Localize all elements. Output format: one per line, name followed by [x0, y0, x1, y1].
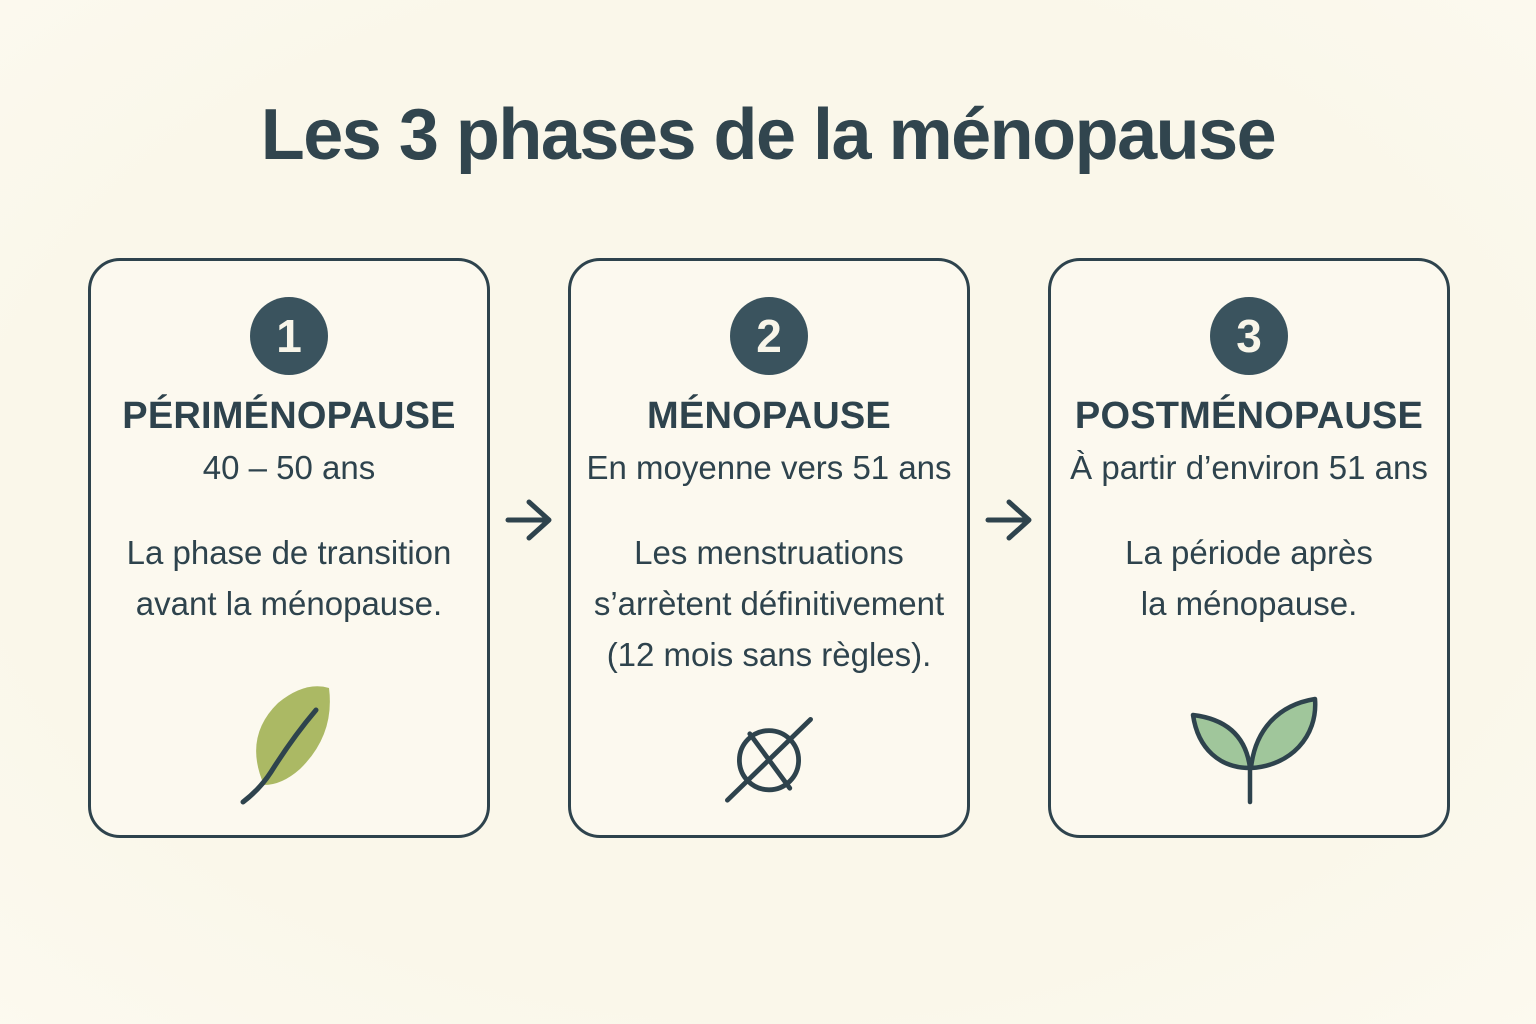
description-line: La période après — [1125, 534, 1373, 571]
leaf-icon — [233, 675, 345, 805]
flow-arrow-1-wrap — [490, 258, 568, 838]
description-line: (12 mois sans règles). — [606, 636, 932, 674]
phase-age-range-3: À partir d’environ 51 ans — [1070, 449, 1428, 486]
step-number-3: 3 — [1236, 310, 1262, 362]
step-number-1: 1 — [276, 310, 302, 362]
phase-title-1: PÉRIMÉNOPAUSE — [122, 395, 456, 437]
phase-description-1 — [127, 527, 452, 629]
crossed-circle-icon-svg — [721, 709, 817, 805]
sprout-icon — [1174, 675, 1324, 805]
step-number-badge-2 — [730, 297, 808, 375]
page-title: Les 3 phases de la ménopause — [260, 95, 1276, 175]
phase-title-3: POSTMÉNOPAUSE — [1074, 395, 1424, 437]
phase-title-2: MÉNOPAUSE — [647, 395, 891, 437]
phase-description-2 — [594, 527, 944, 680]
description-line: s’arrètent définitivement — [593, 585, 945, 623]
arrow-right-icon — [505, 498, 553, 542]
phase-age-range-2: En moyenne vers 51 ans — [586, 449, 952, 486]
phase-description-3 — [1125, 527, 1373, 629]
phase-card-menopause — [568, 258, 970, 838]
step-number-2: 2 — [756, 310, 782, 362]
description-line: avant la ménopause. — [135, 585, 443, 623]
sprout-icon-svg — [1174, 675, 1324, 805]
step-number-badge-1 — [250, 297, 328, 375]
crossed-circle-icon — [721, 709, 817, 805]
description-line: La phase de transition — [126, 534, 452, 571]
phase-card-postmenopause — [1048, 258, 1450, 838]
step-number-badge-3 — [1210, 297, 1288, 375]
leaf-icon-svg — [233, 675, 345, 805]
phase-card-perimenopause — [88, 258, 490, 838]
phase-age-range-1: 40 – 50 ans — [202, 449, 376, 486]
phases-row — [88, 258, 1450, 838]
description-line: Les menstruations — [634, 534, 904, 571]
arrow-right-icon — [985, 498, 1033, 542]
description-line: la ménopause. — [1140, 585, 1358, 623]
flow-arrow-2-wrap — [970, 258, 1048, 838]
